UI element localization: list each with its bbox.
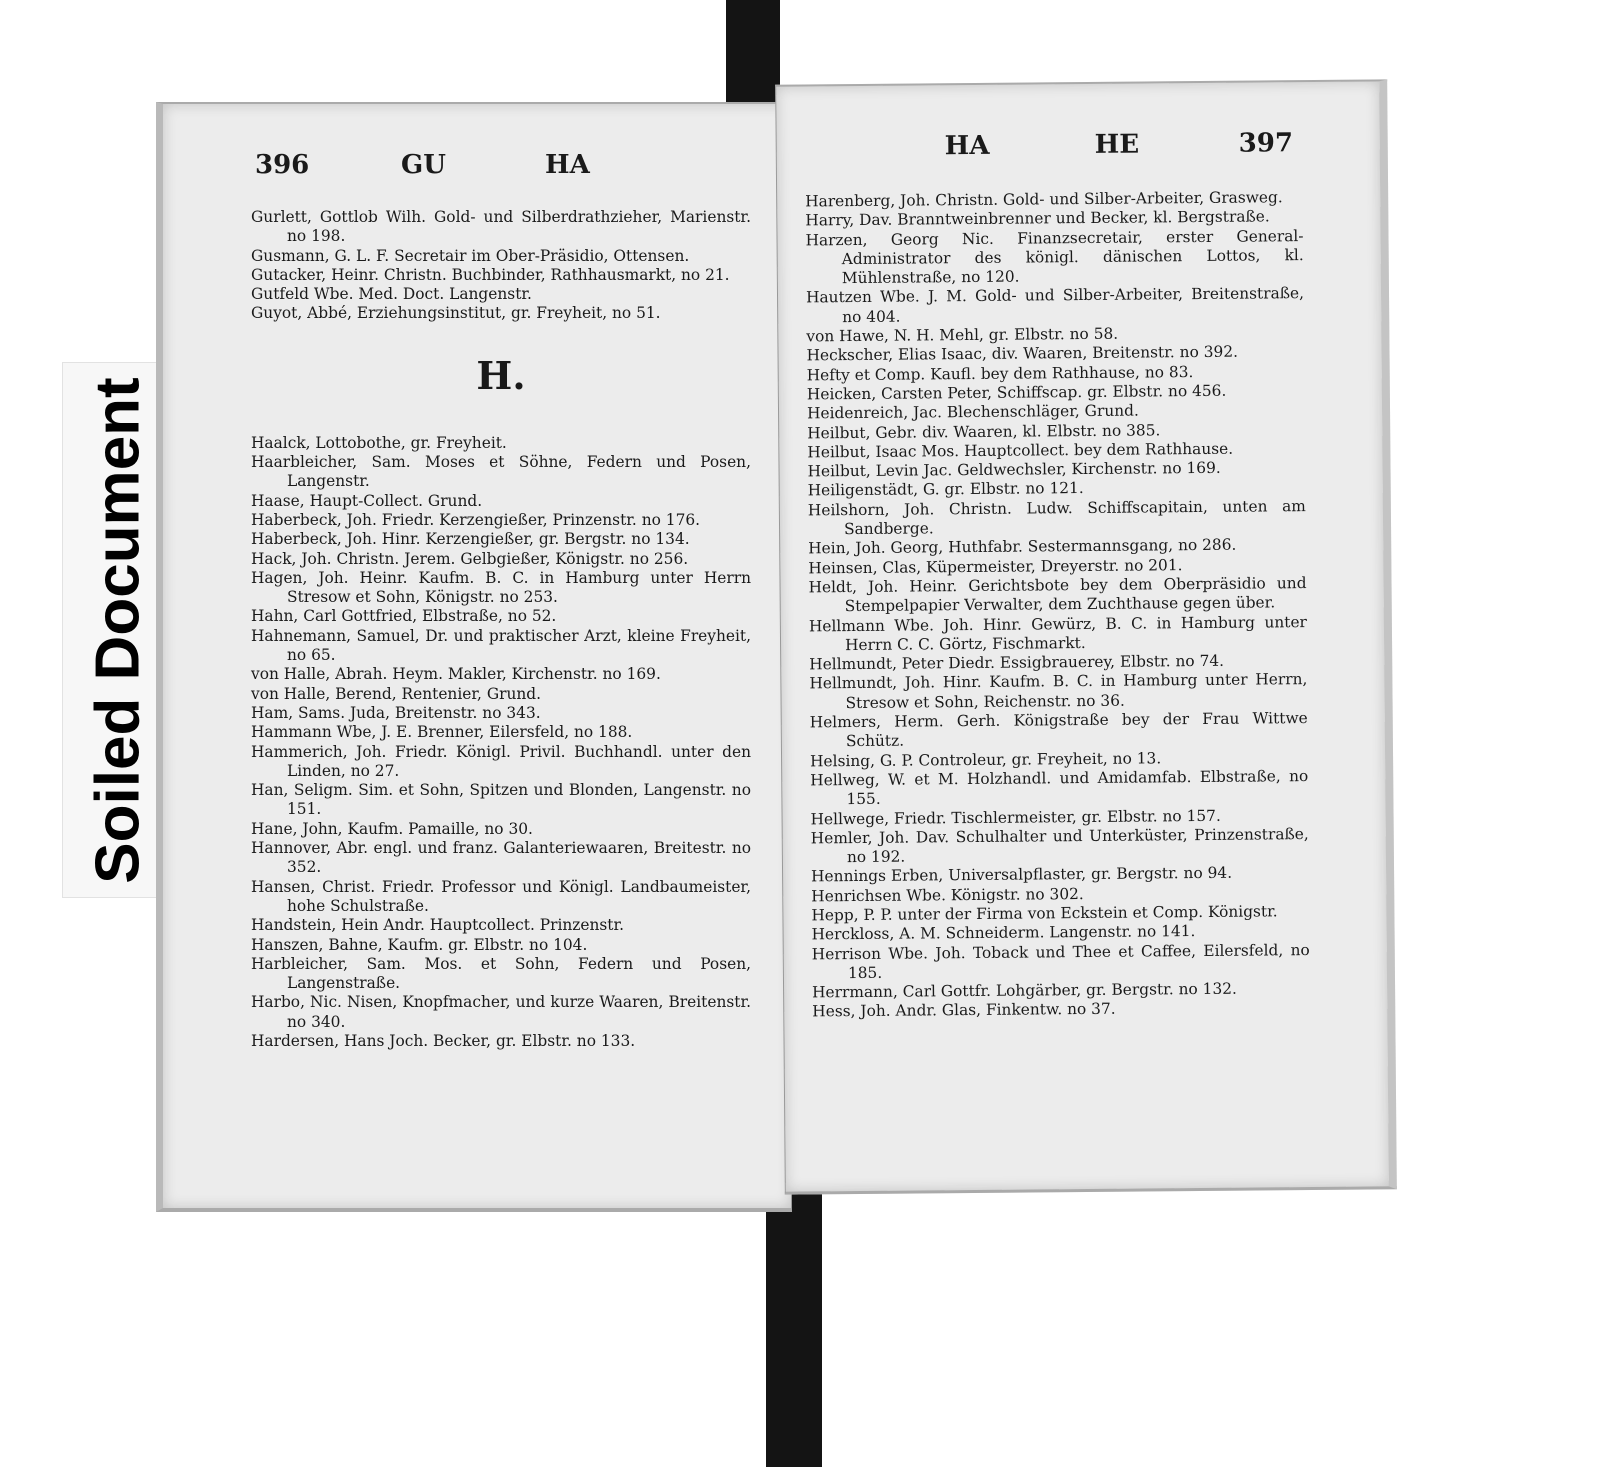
directory-entry: Heilbut, Levin Jac. Geldwechsler, Kirchenstr. no 169. (807, 458, 1221, 481)
section-heading: H. (476, 352, 526, 398)
directory-entry: Heilbut, Gebr. div. Waaren, kl. Elbstr. no 385. (807, 420, 1161, 442)
directory-entry: Herckloss, A. M. Schneiderm. Langenstr. no 141. (811, 922, 1196, 944)
directory-entry: Haberbeck, Joh. Hinr. Kerzengießer, gr. Bergstr. no 134. (251, 530, 690, 549)
directory-entry: Gusmann, G. L. F. Secretair im Ober-Präsidio, Ottensen. (251, 246, 690, 265)
directory-entry: Hepp, P. P. unter der Firma von Eckstein et Comp. Königstr. (811, 902, 1278, 925)
running-head-right: HA (545, 150, 590, 180)
directory-entry: Hellweg, W. et M. Holzhandl. und Amidamfab. Elbstraße, no 155. (810, 766, 1309, 809)
left-entry-list (251, 208, 751, 1051)
directory-entry: Gutfeld Wbe. Med. Doct. Langenstr. (251, 285, 532, 304)
directory-entry: Heinsen, Clas, Küpermeister, Dreyerstr. no 201. (808, 555, 1183, 578)
directory-entry: Helmers, Herm. Gerh. Königstraße bey der Frau Wittwe Schütz. (809, 709, 1308, 751)
directory-entry: Herrmann, Carl Gottfr. Lohgärber, gr. Bergstr. no 132. (812, 979, 1237, 1002)
right-page (775, 79, 1397, 1194)
directory-entry: Hahnemann, Samuel, Dr. und praktischer Arzt, kleine Freyheit, no 65. (251, 626, 751, 665)
directory-entry: Hardersen, Hans Joch. Becker, gr. Elbstr. no 133. (251, 1031, 636, 1050)
page-number: 397 (1238, 128, 1294, 159)
directory-entry: Hefty et Comp. Kaufl. bey dem Rathhause, no 83. (806, 362, 1194, 385)
directory-entry: Harzen, Georg Nic. Finanzsecretair, erster General-Administrator des königl. dänischen Lottos, kl. Mühlenstraße, no 120. (805, 226, 1304, 288)
directory-entry: Hannover, Abr. engl. und franz. Galanteriewaaren, Breitestr. no 352. (251, 839, 751, 877)
directory-entry: Hack, Joh. Christn. Jerem. Gelbgießer, Königstr. no 256. (251, 549, 689, 568)
directory-entry: Heilshorn, Joh. Christn. Ludw. Schiffscapitain, unten am Sandberge. (807, 496, 1306, 539)
directory-entry: Hein, Joh. Georg, Huthfabr. Sestermannsgang, no 286. (808, 536, 1237, 558)
directory-entry: Herrison Wbe. Joh. Toback und Thee et Caffee, Eilersfeld, no 185. (811, 940, 1310, 982)
directory-entry: Haalck, Lottobothe, gr. Freyheit. (251, 433, 507, 452)
directory-entry: von Halle, Abrah. Heym. Makler, Kirchenstr. no 169. (251, 665, 661, 684)
directory-entry: Hansen, Christ. Friedr. Professor und Königl. Landbaumeister, hohe Schulstraße. (251, 877, 751, 915)
directory-entry: Hanszen, Bahne, Kaufm. gr. Elbstr. no 104. (251, 935, 588, 954)
left-page (156, 102, 792, 1212)
directory-entry: Heldt, Joh. Heinr. Gerichtsbote bey dem Oberpräsidio und Stempelpapier Verwalter, dem Zuchthause gegen über. (808, 574, 1307, 616)
directory-entry: Harenberg, Joh. Christn. Gold- und Silber-Arbeiter, Grasweg. (805, 188, 1283, 211)
directory-entry: Hagen, Joh. Heinr. Kaufm. B. C. in Hamburg unter Herrn Stresow et Sohn, Königstr. no 253. (251, 568, 751, 607)
directory-entry: Haase, Haupt-Collect. Grund. (251, 491, 483, 510)
directory-entry: Hammann Wbe, J. E. Brenner, Eilersfeld, no 188. (251, 723, 633, 742)
right-running-head (777, 127, 1380, 166)
directory-entry: Hellmann Wbe. Joh. Hinr. Gewürz, B. C. in Hamburg unter Herrn C. C. Görtz, Fischmarkt. (808, 612, 1307, 654)
directory-entry: Ham, Sams. Juda, Breitenstr. no 343. (251, 703, 541, 722)
directory-entry: Hennings Erben, Universalpflaster, gr. Bergstr. no 94. (811, 864, 1233, 886)
directory-entry: Heilbut, Isaac Mos. Hauptcollect. bey dem Rathhause. (807, 439, 1234, 462)
directory-entry: Harbo, Nic. Nisen, Knopfmacher, und kurze Waaren, Breitenstr. no 340. (251, 993, 751, 1031)
directory-entry: von Halle, Berend, Rentenier, Grund. (251, 684, 542, 703)
directory-entry: Harbleicher, Sam. Mos. et Sohn, Federn und Posen, Langenstraße. (251, 954, 751, 993)
directory-entry: Hemler, Joh. Dav. Schulhalter und Unterküster, Prinzenstraße, no 192. (810, 824, 1309, 867)
directory-entry: Heiligenstädt, G. gr. Elbstr. no 121. (807, 479, 1084, 500)
binding-strip-top (726, 0, 780, 108)
directory-entry: Harry, Dav. Branntweinbrenner und Becker, kl. Bergstraße. (805, 207, 1270, 230)
directory-entry: Hane, John, Kaufm. Pamaille, no 30. (251, 819, 533, 838)
stamp-text: Soiled Document (83, 376, 153, 884)
directory-entry: Guyot, Abbé, Erziehungsinstitut, gr. Freyheit, no 51. (251, 304, 661, 323)
directory-entry: Haarbleicher, Sam. Moses et Söhne, Federn und Posen, Langenstr. (251, 453, 751, 491)
left-running-head (163, 150, 791, 184)
directory-entry: Hellwege, Friedr. Tischlermeister, gr. Elbstr. no 157. (810, 806, 1221, 828)
directory-entry: Han, Seligm. Sim. et Sohn, Spitzen und Blonden, Langenstr. no 151. (251, 781, 751, 819)
directory-entry: Handstein, Hein Andr. Hauptcollect. Prinzenstr. (251, 916, 625, 935)
directory-entry: Hess, Joh. Andr. Glas, Finkentw. no 37. (812, 1000, 1116, 1021)
directory-entry: Henrichsen Wbe. Königstr. no 302. (811, 884, 1084, 906)
directory-entry: Hautzen Wbe. J. M. Gold- und Silber-Arbeiter, Breitenstraße, no 404. (805, 284, 1305, 326)
directory-entry: Helsing, G. P. Controleur, gr. Freyheit, no 13. (809, 748, 1162, 771)
directory-entry: Heidenreich, Jac. Blechenschläger, Grund. (806, 401, 1139, 423)
directory-entry: Haberbeck, Joh. Friedr. Kerzengießer, Prinzenstr. no 176. (251, 510, 701, 529)
running-head-left: GU (401, 150, 446, 180)
directory-entry: Hammerich, Joh. Friedr. Königl. Privil. Buchhandl. unter den Linden, no 27. (251, 742, 751, 780)
directory-entry: von Hawe, N. H. Mehl, gr. Elbstr. no 58. (806, 324, 1119, 346)
binding-strip-bottom (766, 1190, 822, 1467)
directory-entry: Gurlett, Gottlob Wilh. Gold- und Silberdrathzieher, Marienstr. no 198. (251, 208, 751, 246)
right-entry-list (805, 188, 1310, 1022)
running-head-left: HA (944, 130, 990, 162)
running-head-right: HE (1094, 129, 1140, 160)
directory-entry: Hahn, Carl Gottfried, Elbstraße, no 52. (251, 607, 557, 626)
directory-entry: Hellmundt, Joh. Hinr. Kaufm. B. C. in Hamburg unter Herrn, Stresow et Sohn, Reichenstr. no 36. (809, 670, 1308, 712)
directory-entry: Hellmundt, Peter Diedr. Essigbrauerey, Elbstr. no 74. (809, 651, 1225, 674)
page-number: 396 (255, 150, 310, 180)
directory-entry: Gutacker, Heinr. Christn. Buchbinder, Rathhausmarkt, no 21. (251, 265, 730, 284)
directory-entry: Heckscher, Elias Isaac, div. Waaren, Breitenstr. no 392. (806, 343, 1239, 365)
directory-entry: Heicken, Carsten Peter, Schiffscap. gr. Elbstr. no 456. (806, 381, 1227, 404)
